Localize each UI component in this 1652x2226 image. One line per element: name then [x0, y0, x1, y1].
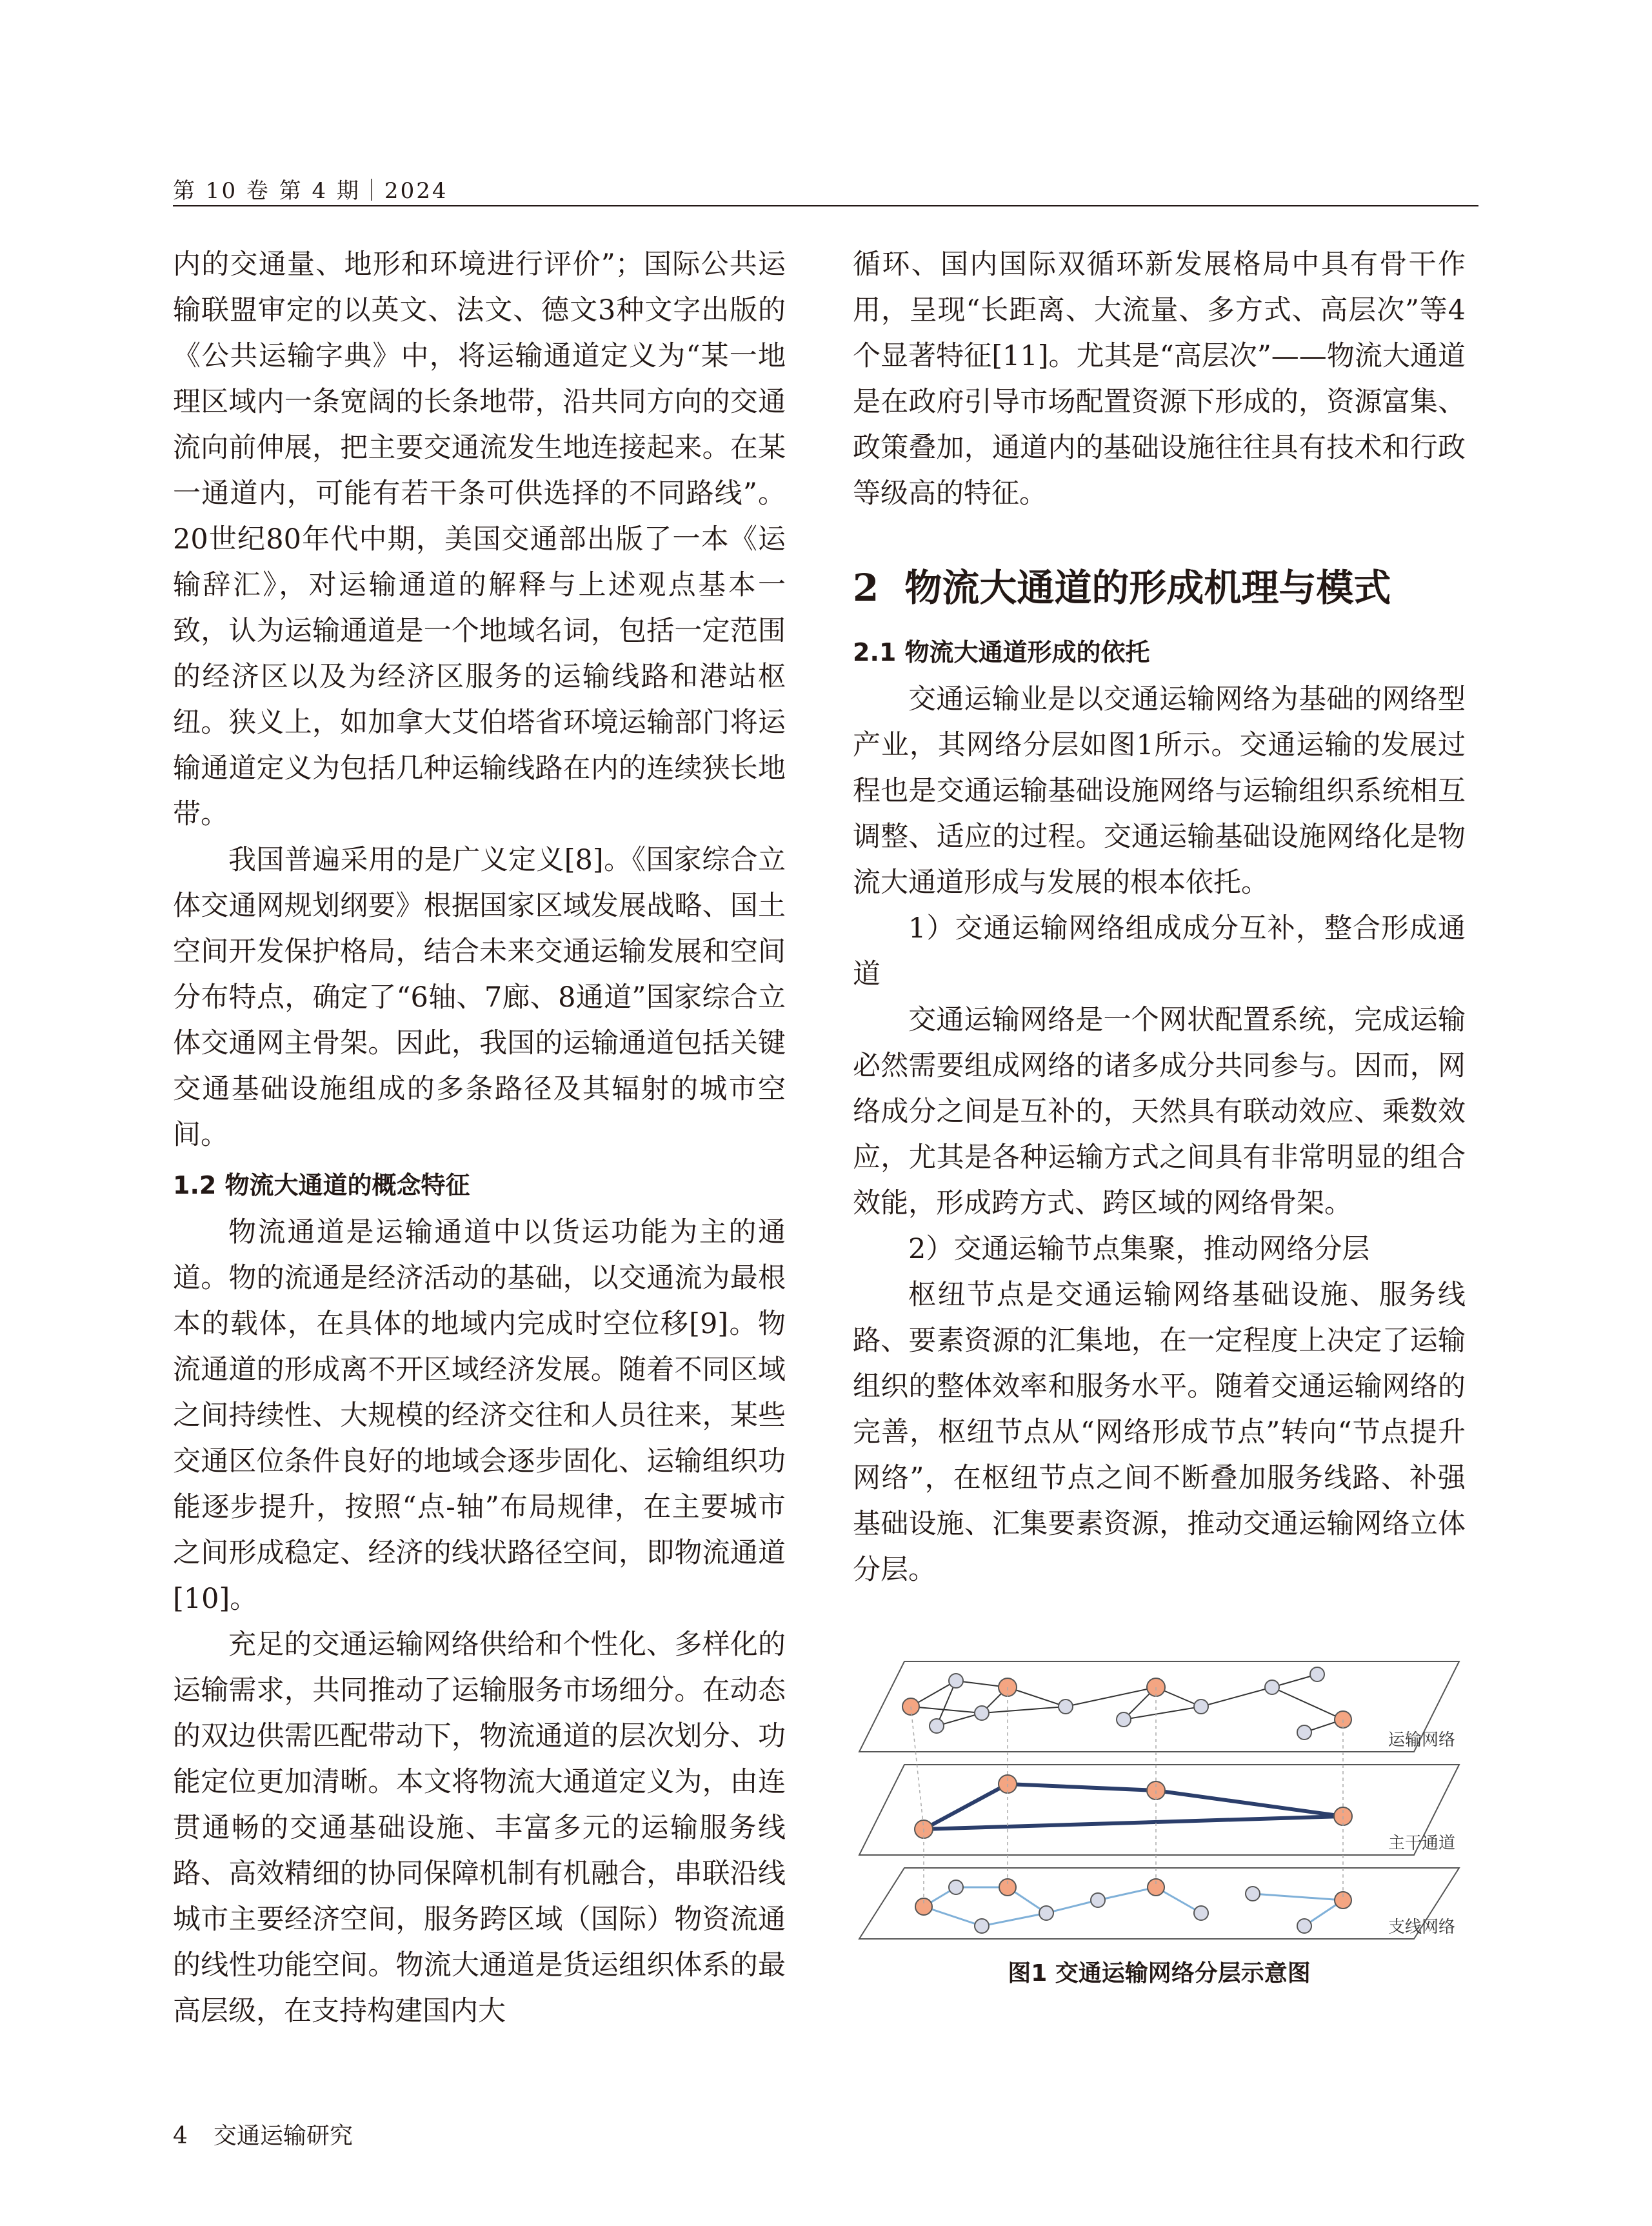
header-rule: [173, 205, 1478, 206]
right-column: [853, 242, 1466, 1593]
list-item: 1）交通运输网络组成成分互补，整合形成通道: [853, 912, 1466, 990]
paragraph: 交通运输网络是一个网状配置系统，完成运输必然需要组成网络的诸多成分共同参与。因而，网络成分之间是互补的，天然具有联动效应、乘数效应，尤其是各种运输方式之间具有非常明显的组合效能，形成跨方式、跨区域的网络骨架。: [853, 1004, 1466, 1219]
layer-plane-bottom: [859, 1868, 1459, 1939]
section-number: 2: [853, 566, 879, 610]
section-heading-2: [853, 562, 1466, 614]
layer-plane-top: [859, 1661, 1459, 1752]
page-footer: [173, 2118, 353, 2151]
paragraph: 枢纽节点是交通运输网络基础设施、服务线路、要素资源的汇集地，在一定程度上决定了运输组织的整体效率和服务水平。随着交通运输网络的完善，枢纽节点从“网络形成节点”转向“节点提升网络”，在枢纽节点之间不断叠加服务线路、补强基础设施、汇集要素资源，推动交通运输网络立体分层。: [853, 1279, 1466, 1586]
paragraph: 交通运输业是以交通运输网络为基础的网络型产业，其网络分层如图1所示。交通运输的发展过程也是交通运输基础设施网络与运输组织系统相互调整、适应的过程。交通运输基础设施网络化是物流大通道形成与发展的根本依托。: [853, 683, 1466, 899]
section-title: 物流大通道的形成机理与模式: [904, 566, 1391, 610]
paragraph: 物流通道是运输通道中以货运功能为主的通道。物的流通是经济活动的基础，以交通流为最根本的载体，在具体的地域内完成时空位移[9]。物流通道的形成离不开区域经济发展。随着不同区域之间持续性、大规模的经济交往和人员往来，某些交通区位条件良好的地域会逐步固化、运输组织功能逐步提升，按照“点-轴”布局规律，在主要城市之间形成稳定、经济的线状路径空间，即物流通道[10]。: [173, 1216, 786, 1615]
figure-caption: 图1 交通运输网络分层示意图: [1008, 1960, 1311, 1987]
layer-label-top: 运输网络: [1388, 1730, 1456, 1750]
running-header: 第 10 卷 第 4 期｜2024: [173, 178, 448, 204]
journal-name: 交通运输研究: [213, 2123, 353, 2149]
paragraph: 循环、国内国际双循环新发展格局中具有骨干作用，呈现“长距离、大流量、多方式、高层次”等4个显著特征[11]。尤其是“高层次”——物流大通道是在政府引导市场配置资源下形成的，资源富集、政策叠加，通道内的基础设施往往具有技术和行政等级高的特征。: [853, 248, 1466, 510]
network-layer-figure: [853, 1642, 1466, 1945]
page-number: 4: [173, 2123, 188, 2149]
subsection-heading-2-1: 2.1 物流大通道形成的依托: [853, 638, 1150, 667]
layer-label-middle: 主干通道: [1388, 1834, 1456, 1853]
layer-plane-middle: [859, 1765, 1459, 1855]
left-column: [173, 242, 786, 2034]
paragraph: 充足的交通运输网络供给和个性化、多样化的运输需求，共同推动了运输服务市场细分。在动态的双边供需匹配带动下，物流通道的层次划分、功能定位更加清晰。本文将物流大通道定义为，由连贯通畅的交通基础设施、丰富多元的运输服务线路、高效精细的协同保障机制有机融合，串联沿线城市主要经济空间，服务跨区域（国际）物资流通的线性功能空间。物流大通道是货运组织体系的最高层级，在支持构建国内大: [173, 1629, 786, 2027]
subsection-heading-1-2: 1.2 物流大通道的概念特征: [173, 1171, 470, 1199]
layer-label-bottom: 支线网络: [1388, 1918, 1456, 1937]
paragraph: 我国普遍采用的是广义定义[8]。《国家综合立体交通网规划纲要》根据国家区域发展战略、国土空间开发保护格局，结合未来交通运输发展和空间分布特点，确定了“6轴、7廊、8通道”国家综合立体交通网主骨架。因此，我国的运输通道包括关键交通基础设施组成的多条路径及其辐射的城市空间。: [173, 844, 786, 1151]
list-item: 2）交通运输节点集聚，推动网络分层: [908, 1233, 1370, 1265]
paragraph: 内的交通量、地形和环境进行评价”；国际公共运输联盟审定的以英文、法文、德文3种文字出版的《公共运输字典》中，将运输通道定义为“某一地理区域内一条宽阔的长条地带，沿共同方向的交通流向前伸展，把主要交通流发生地连接起来。在某一通道内，可能有若干条可供选择的不同路线”。20世纪80年代中期，美国交通部出版了一本《运输辞汇》，对运输通道的解释与上述观点基本一致，认为运输通道是一个地域名词，包括一定范围的经济区以及为经济区服务的运输线路和港站枢纽。狭义上，如加拿大艾伯塔省环境运输部门将运输通道定义为包括几种运输线路在内的连续狭长地带。: [173, 248, 786, 830]
